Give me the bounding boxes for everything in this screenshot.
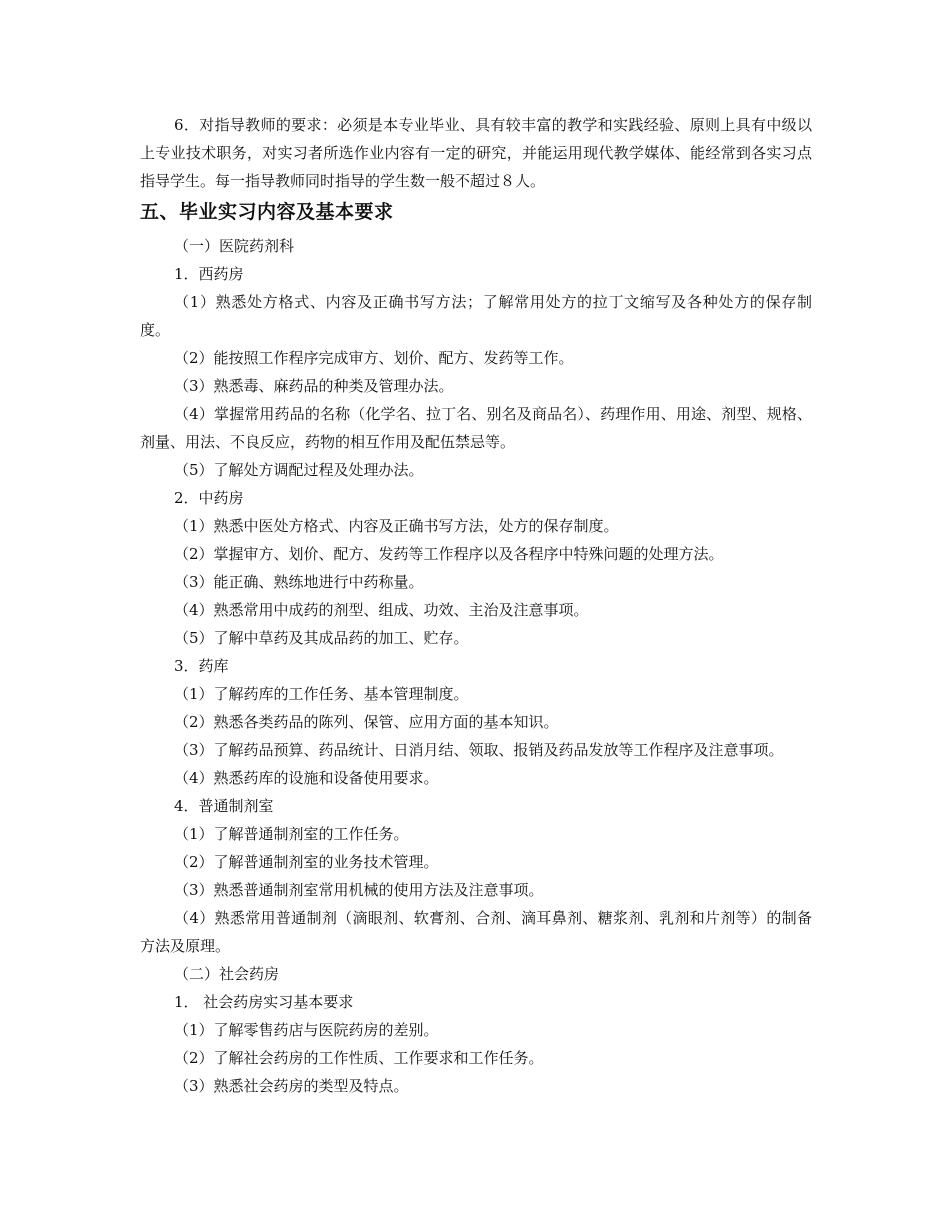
list-item: （5）了解中草药及其成品药的加工、贮存。 xyxy=(174,629,469,647)
section-body xyxy=(140,232,812,1100)
list-item: （2）熟悉各类药品的陈列、保管、应用方面的基本知识。 xyxy=(174,713,559,731)
intro-paragraph: 6．对指导教师的要求：必须是本专业毕业、具有较丰富的教学和实践经验、原则上具有中级以上专业技术职务，对实习者所选作业内容有一定的研究，并能运用现代教学媒体、能经常到各实习点指导学生。每一指导教师同时指导的学生数一般不超过８人。 xyxy=(140,116,812,190)
list-item: （4）熟悉常用普通制剂（滴眼剂、软膏剂、合剂、滴耳鼻剂、糖浆剂、乳剂和片剂等）的制备方法及原理。 xyxy=(140,909,812,955)
list-item: （1）熟悉处方格式、内容及正确书写方法；了解常用处方的拉丁文缩写及各种处方的保存制度。 xyxy=(140,293,812,339)
list-item: （1）了解零售药店与医院药房的差别。 xyxy=(174,1021,439,1039)
list-item: （3）熟悉普通制剂室常用机械的使用方法及注意事项。 xyxy=(174,881,544,899)
list-item: （1）熟悉中医处方格式、内容及正确书写方法，处方的保存制度。 xyxy=(174,517,619,535)
list-item: （1）了解普通制剂室的工作任务。 xyxy=(174,825,409,843)
list-item: 1．西药房 xyxy=(174,265,244,283)
list-item: （4）掌握常用药品的名称（化学名、拉丁名、别名及商品名）、药理作用、用途、剂型、规格、剂量、用法、不良反应，药物的相互作用及配伍禁忌等。 xyxy=(140,405,812,451)
list-item: （4）熟悉药库的设施和设备使用要求。 xyxy=(174,769,439,787)
list-item: 4．普通制剂室 xyxy=(174,797,274,815)
list-item: （2）了解社会药房的工作性质、工作要求和工作任务。 xyxy=(174,1049,544,1067)
list-item: （2）了解普通制剂室的业务技术管理。 xyxy=(174,853,439,871)
list-item: 1． 社会药房实习基本要求 xyxy=(174,993,354,1011)
list-item: （3）熟悉毒、麻药品的种类及管理办法。 xyxy=(174,377,454,395)
subsection-heading: （一）医院药剂科 xyxy=(174,237,295,255)
list-item: （5）了解处方调配过程及处理办法。 xyxy=(174,461,424,479)
subsection-heading: （二）社会药房 xyxy=(174,965,280,983)
list-item: 2．中药房 xyxy=(174,489,244,507)
list-item: （3）熟悉社会药房的类型及特点。 xyxy=(174,1077,409,1095)
list-item: （2）能按照工作程序完成审方、划价、配方、发药等工作。 xyxy=(174,349,574,367)
list-item: （2）掌握审方、划价、配方、发药等工作程序以及各程序中特殊问题的处理方法。 xyxy=(174,545,724,563)
list-item: 3．药库 xyxy=(174,657,229,675)
list-item: （4）熟悉常用中成药的剂型、组成、功效、主治及注意事项。 xyxy=(174,601,589,619)
list-item: （3）能正确、熟练地进行中药称量。 xyxy=(174,573,424,591)
section-heading: 五、毕业实习内容及基本要求 xyxy=(140,201,394,223)
list-item: （1）了解药库的工作任务、基本管理制度。 xyxy=(174,685,469,703)
list-item: （3）了解药品预算、药品统计、日消月结、领取、报销及药品发放等工作程序及注意事项。 xyxy=(174,741,784,759)
